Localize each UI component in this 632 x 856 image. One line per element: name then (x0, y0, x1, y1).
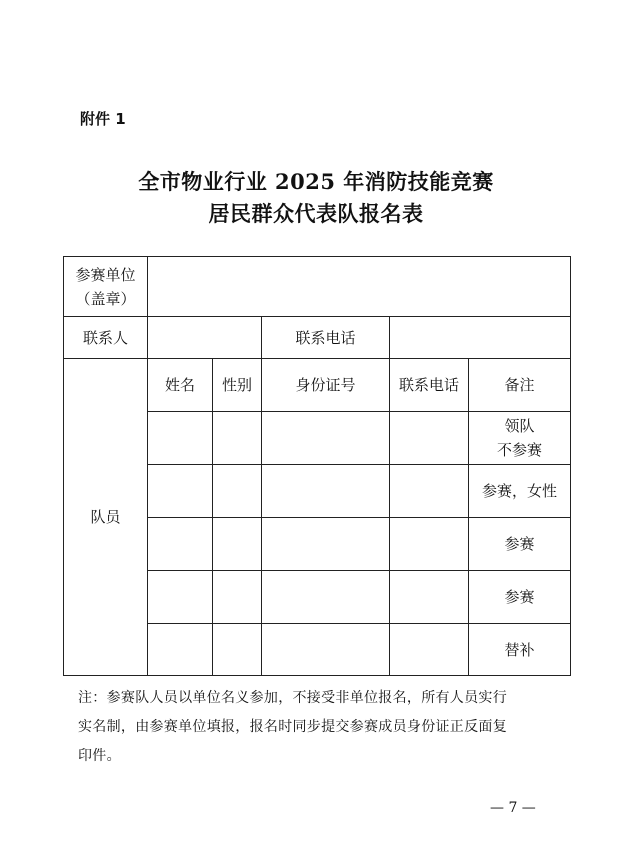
unit-label-line1: 参赛单位 (75, 265, 136, 284)
member-id-cell[interactable] (262, 624, 390, 676)
header-id-number: 身份证号 (262, 359, 390, 412)
unit-label-line2: （盖章） (75, 289, 136, 308)
member-remark-cell: 替补 (469, 624, 571, 676)
members-header-row (64, 359, 571, 412)
form-title-line2: 居民群众代表队报名表 (208, 201, 424, 226)
contact-phone-value-cell[interactable] (390, 317, 571, 359)
contact-label: 联系人 (64, 317, 148, 359)
member-phone-cell[interactable] (390, 571, 469, 624)
member-id-cell[interactable] (262, 571, 390, 624)
header-phone: 联系电话 (390, 359, 469, 412)
member-id-cell[interactable] (262, 412, 390, 465)
member-name-cell[interactable] (148, 465, 213, 518)
header-gender: 性别 (213, 359, 262, 412)
form-title-line1: 全市物业行业 2025 年消防技能竞赛 (138, 169, 494, 194)
member-gender-cell[interactable] (213, 518, 262, 571)
member-remark-cell: 参赛 (469, 518, 571, 571)
members-label: 队员 (64, 359, 148, 676)
member-name-cell[interactable] (148, 518, 213, 571)
member-gender-cell[interactable] (213, 624, 262, 676)
member-remark-cell (469, 412, 571, 465)
member-id-cell[interactable] (262, 518, 390, 571)
member-gender-cell[interactable] (213, 571, 262, 624)
remark-line2: 不参赛 (497, 441, 543, 459)
member-gender-cell[interactable] (213, 465, 262, 518)
page-number: — 7 — (490, 800, 536, 816)
unit-row (64, 257, 571, 317)
member-name-cell[interactable] (148, 571, 213, 624)
member-name-cell[interactable] (148, 412, 213, 465)
attachment-label: 附件 1 (80, 110, 126, 128)
contact-value-cell[interactable] (148, 317, 262, 359)
member-remark-cell: 参赛，女性 (469, 465, 571, 518)
unit-label-cell (64, 257, 148, 317)
member-phone-cell[interactable] (390, 412, 469, 465)
note-paragraph (78, 684, 558, 771)
note-line: 注：参赛队人员以单位名义参加，不接受非单位报名，所有人员实行 (78, 690, 507, 706)
note-line: 印件。 (78, 748, 121, 764)
contact-phone-label: 联系电话 (262, 317, 390, 359)
member-phone-cell[interactable] (390, 624, 469, 676)
unit-value-cell[interactable] (148, 257, 571, 317)
member-gender-cell[interactable] (213, 412, 262, 465)
member-phone-cell[interactable] (390, 518, 469, 571)
contact-row (64, 317, 571, 359)
member-id-cell[interactable] (262, 465, 390, 518)
header-remarks: 备注 (469, 359, 571, 412)
header-name: 姓名 (148, 359, 213, 412)
registration-table (63, 256, 571, 676)
remark-line1: 领队 (504, 417, 535, 435)
note-line: 实名制，由参赛单位填报，报名时同步提交参赛成员身份证正反面复 (78, 719, 507, 735)
member-name-cell[interactable] (148, 624, 213, 676)
member-remark-cell: 参赛 (469, 571, 571, 624)
member-phone-cell[interactable] (390, 465, 469, 518)
